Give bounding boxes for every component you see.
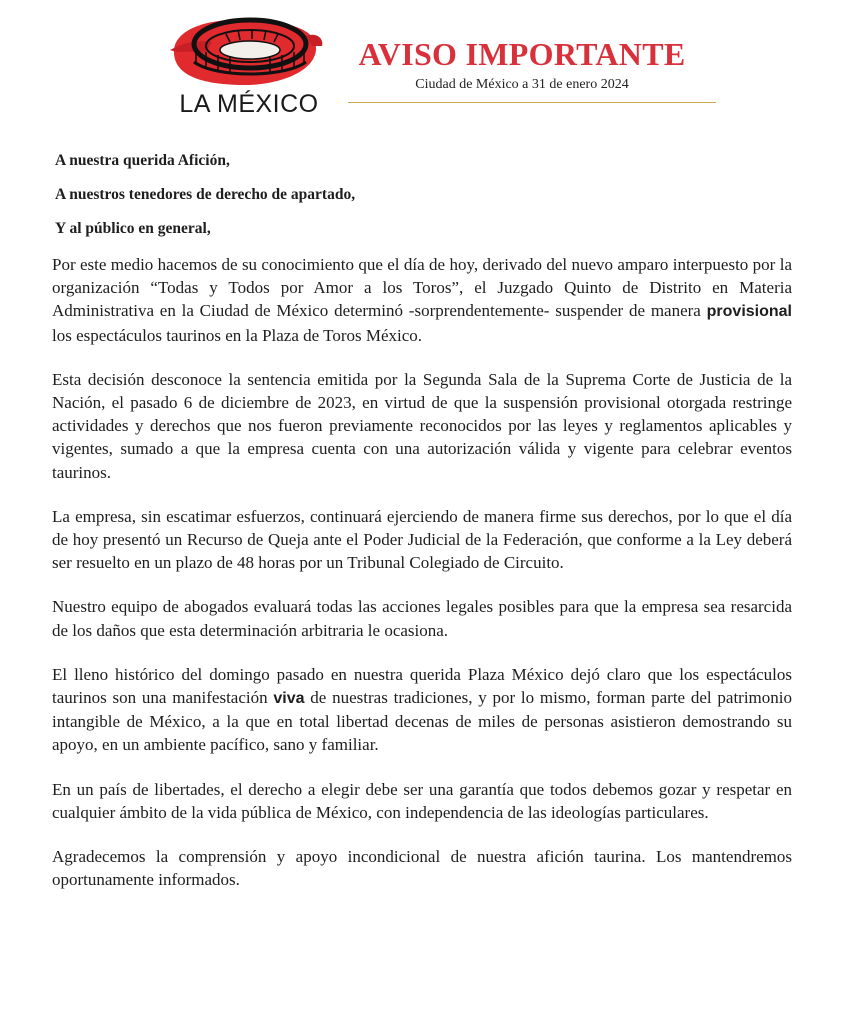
bullring-icon — [166, 12, 326, 92]
paragraph-text: El lleno histórico del domingo pasado en nuestra querida Plaza México dejó claro que los espectáculos taurinos son una manifestación — [52, 664, 792, 708]
emphasis-viva: viva — [273, 690, 305, 708]
page-title: AVISO IMPORTANTE — [358, 36, 686, 72]
paragraph-7: Agradecemos la comprensión y apoyo incondicional de nuestra afición taurina. Los mantendremos oportunamente informados. — [52, 847, 792, 890]
paragraph-text: los espectáculos taurinos en la Plaza de Toros México. — [52, 325, 423, 345]
paragraph-4: Nuestro equipo de abogados evaluará todas las acciones legales posibles para que la empresa sea resarcida de los daños que esta determinación arbitraria le ocasiona. — [52, 597, 792, 640]
paragraph-6: En un país de libertades, el derecho a elegir debe ser una garantía que todos debemos gozar y respetar en cualquier ámbito de la vida pública de México, con independencia de las ideologías particulares. — [52, 779, 792, 822]
paragraph-2: Esta decisión desconoce la sentencia emitida por la Segunda Sala de la Suprema Corte de Justicia de la Nación, el pasado 6 de diciembre de 2023, en virtud de que la suspensión provisional otorgada restringe actividades y derechos que nos fueron previamente reconocidos por las leyes y reglamentos aplicables y vigentes, sumado a que la empresa cuenta con una autorización válida y vigente para celebrar eventos taurinos. — [52, 369, 792, 482]
salutation — [55, 149, 355, 251]
title-divider — [348, 102, 716, 103]
paragraph-1 — [52, 253, 792, 347]
salutation-line: Y al público en general, — [55, 220, 211, 237]
paragraph-5 — [52, 663, 792, 757]
date-line: Ciudad de México a 31 de enero 2024 — [415, 77, 629, 92]
letter-body — [52, 253, 792, 912]
salutation-line: A nuestros tenedores de derecho de apartado, — [55, 186, 356, 203]
paragraph-text: Por este medio hacemos de su conocimiento que el día de hoy, derivado del nuevo amparo interpuesto por la organización “Todas y Todos por Amor a los Toros”, el Juzgado Quinto de Distrito en Materia Administrativa en la Ciudad de México determinó -sorprendentemente- suspender de manera — [52, 255, 792, 321]
emphasis-provisional: provisional — [706, 303, 792, 321]
paragraph-3: La empresa, sin escatimar esfuerzos, continuará ejerciendo de manera firme sus derechos, por lo que el día de hoy presentó un Recurso de Queja ante el Poder Judicial de la Federación, que conforme a la Ley deberá ser resuelto en un plazo de 48 horas por un Tribunal Colegiado de Circuito. — [52, 506, 792, 573]
la-mexico-logo — [166, 12, 326, 124]
salutation-line: A nuestra querida Afición, — [55, 152, 230, 169]
logo-wordmark: LA MÉXICO — [179, 90, 319, 118]
paragraph-text: de nuestras tradiciones, y por lo mismo, forman parte del patrimonio intangible de México, a la que en total libertad decenas de miles de personas asistieron demostrando su apoyo, en un ambiente pacífico, sano y familiar. — [52, 688, 793, 755]
